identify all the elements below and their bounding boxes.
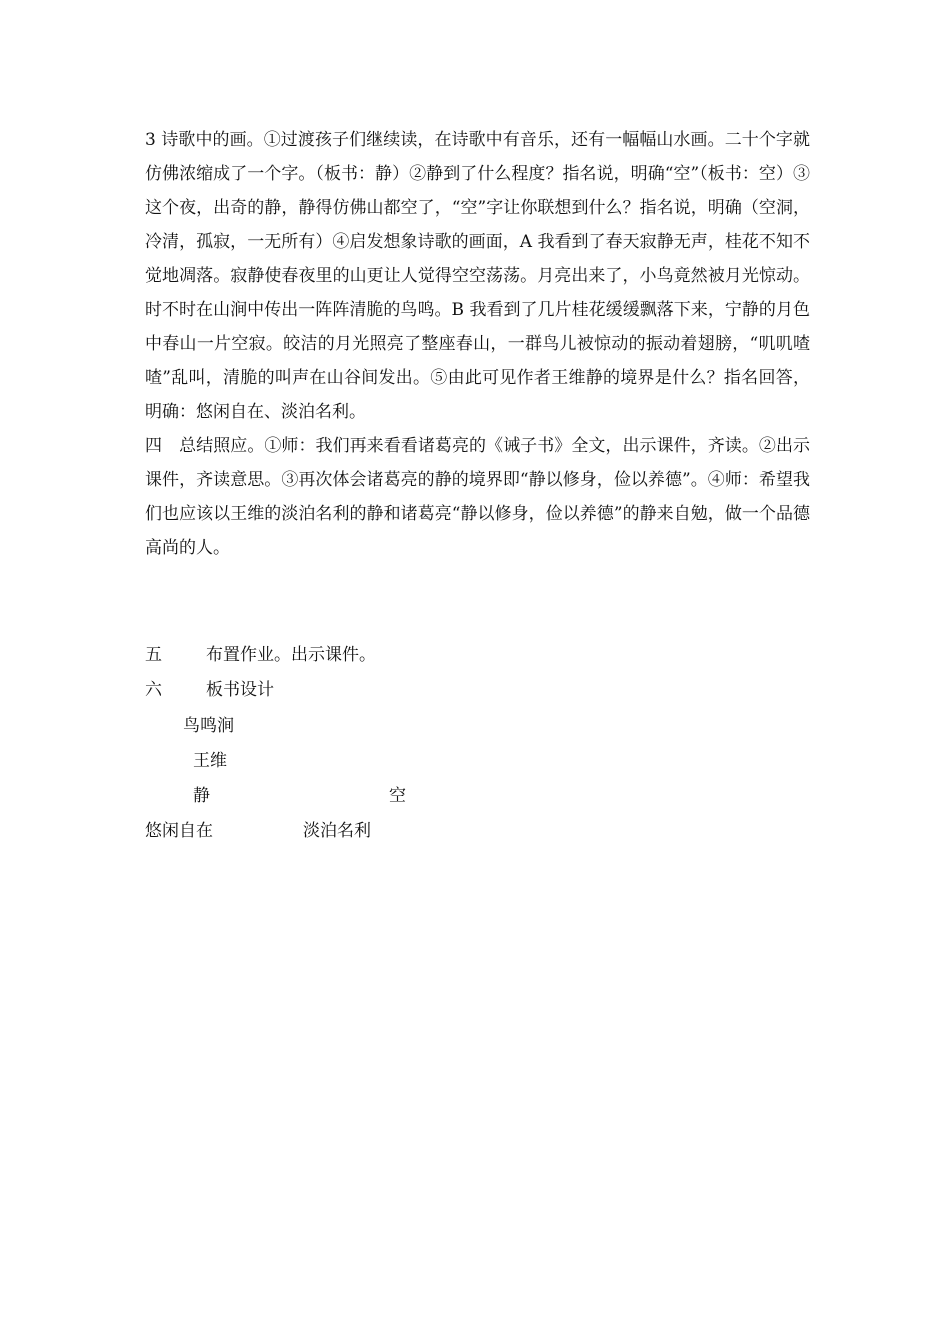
- paragraph-summary: 四 总结照应。①师：我们再来看看诸葛亮的《诫子书》全文，出示课件，齐读。②出示课件，齐读意思。③再次体会诸葛亮的静的境界即“静以修身，俭以养德”。④师：希望我们也应该以王维的淡泊名利的静和诸葛亮“静以修身，俭以养德”的静来自勉，做一个品德高尚的人。: [145, 436, 810, 558]
- section-number: 六: [145, 680, 162, 700]
- section-board-design: [145, 673, 274, 707]
- section-heading: 布置作业。出示课件。: [206, 645, 376, 665]
- body-text: [145, 123, 810, 565]
- section-heading: 板书设计: [206, 680, 274, 700]
- board-poem-title: 鸟鸣涧: [183, 716, 234, 736]
- board-keyword-kong: 空: [389, 786, 406, 806]
- paragraph-poem-picture: 3 诗歌中的画。①过渡孩子们继续读，在诗歌中有音乐，还有一幅幅山水画。二十个字就仿佛浓缩成了一个字。（板书：静）②静到了什么程度？指名说，明确“空”（板书：空）③这个夜，出奇的静，静得仿佛山都空了，“空”字让你联想到什么？指名说，明确（空洞，冷清，孤寂，一无所有）④启发想象诗歌的画面，A 我看到了春天寂静无声，桂花不知不觉地凋落。寂静使春夜里的山更让人觉得空空荡荡。月亮出来了，小鸟竟然被月光惊动。时不时在山涧中传出一阵阵清脆的鸟鸣。B 我看到了几片桂花缓缓飘落下来，宁静的月色中春山一片空寂。皎洁的月光照亮了整座春山，一群鸟儿被惊动的振动着翅膀，“叽叽喳喳”乱叫，清脆的叫声在山谷间发出。⑤由此可见作者王维静的境界是什么？指名回答，明确：悠闲自在、淡泊名利。: [145, 130, 810, 422]
- section-number: 五: [145, 645, 162, 665]
- board-keyword-jing: 静: [193, 786, 210, 806]
- board-phrase-left: 悠闲自在: [145, 821, 213, 841]
- board-phrase-right: 淡泊名利: [303, 821, 371, 841]
- board-author: 王维: [193, 751, 227, 771]
- section-homework: [145, 638, 376, 672]
